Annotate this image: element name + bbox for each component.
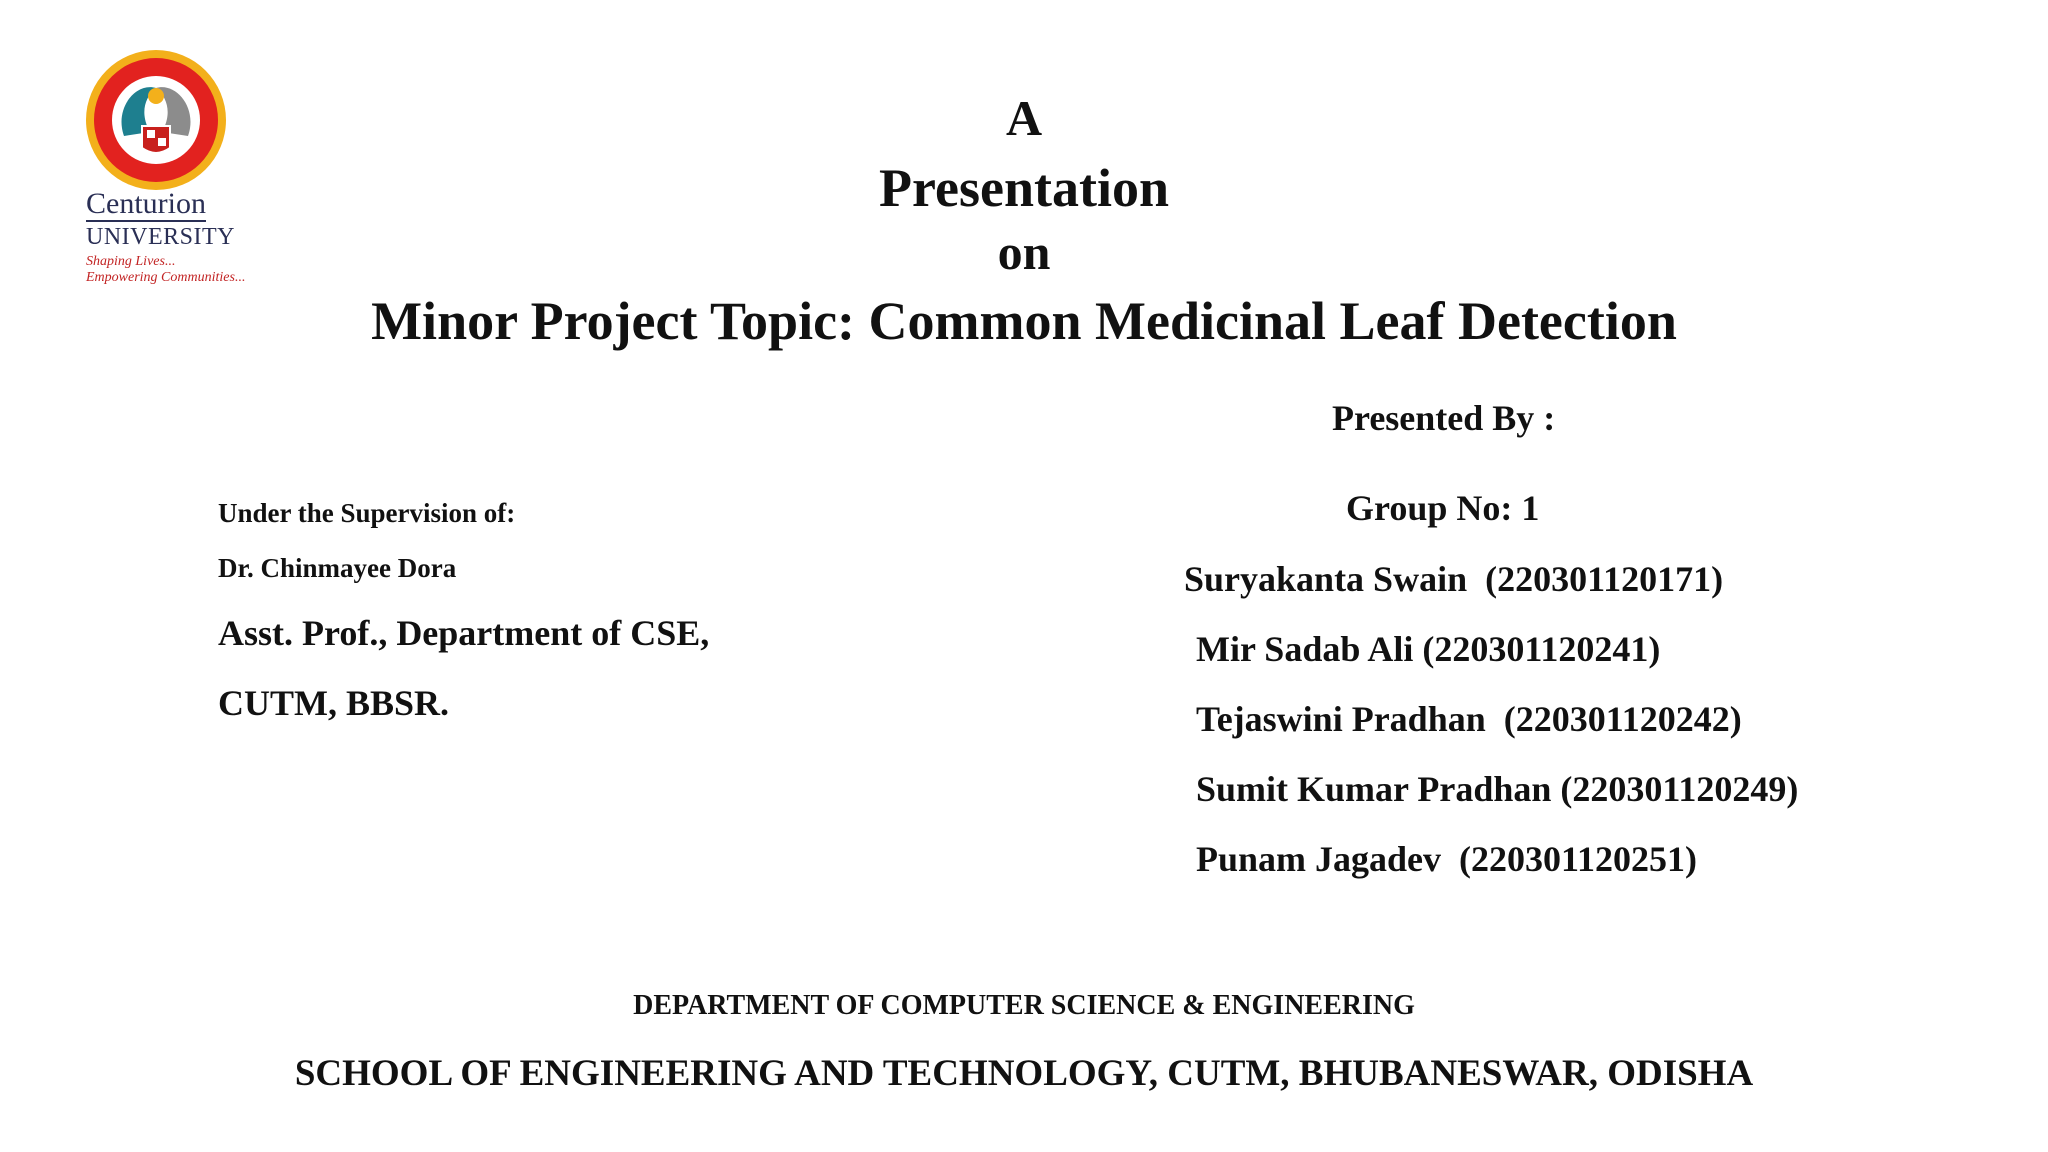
group-member: Suryakanta Swain (220301120171) <box>1184 559 1724 599</box>
group-member: Sumit Kumar Pradhan (220301120249) <box>1196 769 1799 809</box>
logo-university: UNIVERSITY <box>86 224 235 250</box>
title-line-1: A <box>1005 90 1043 146</box>
project-topic-title: Minor Project Topic: Common Medicinal Leaf Detection <box>371 291 1677 351</box>
title-line-3: on <box>997 224 1051 280</box>
supervisor-name: Dr. Chinmayee Dora <box>218 553 457 583</box>
logo-tagline-1: Shaping Lives... <box>86 254 176 269</box>
presented-by-label: Presented By : <box>1332 398 1556 438</box>
supervisor-institution: CUTM, BBSR. <box>218 683 450 723</box>
group-member: Mir Sadab Ali (220301120241) <box>1196 629 1661 669</box>
supervision-label: Under the Supervision of: <box>218 498 516 528</box>
logo-name: Centurion <box>86 187 206 220</box>
title-line-2: Presentation <box>879 158 1169 218</box>
group-member: Punam Jagadev (220301120251) <box>1196 839 1698 879</box>
group-number: Group No: 1 <box>1346 488 1540 528</box>
logo-tagline-2: Empowering Communities... <box>86 270 246 285</box>
group-member: Tejaswini Pradhan (220301120242) <box>1196 699 1742 739</box>
supervisor-designation: Asst. Prof., Department of CSE, <box>218 613 710 653</box>
school-name: SCHOOL OF ENGINEERING AND TECHNOLOGY, CUTM, BHUBANESWAR, ODISHA <box>294 1053 1754 1094</box>
department-name: DEPARTMENT OF COMPUTER SCIENCE & ENGINEERING <box>633 990 1415 1021</box>
